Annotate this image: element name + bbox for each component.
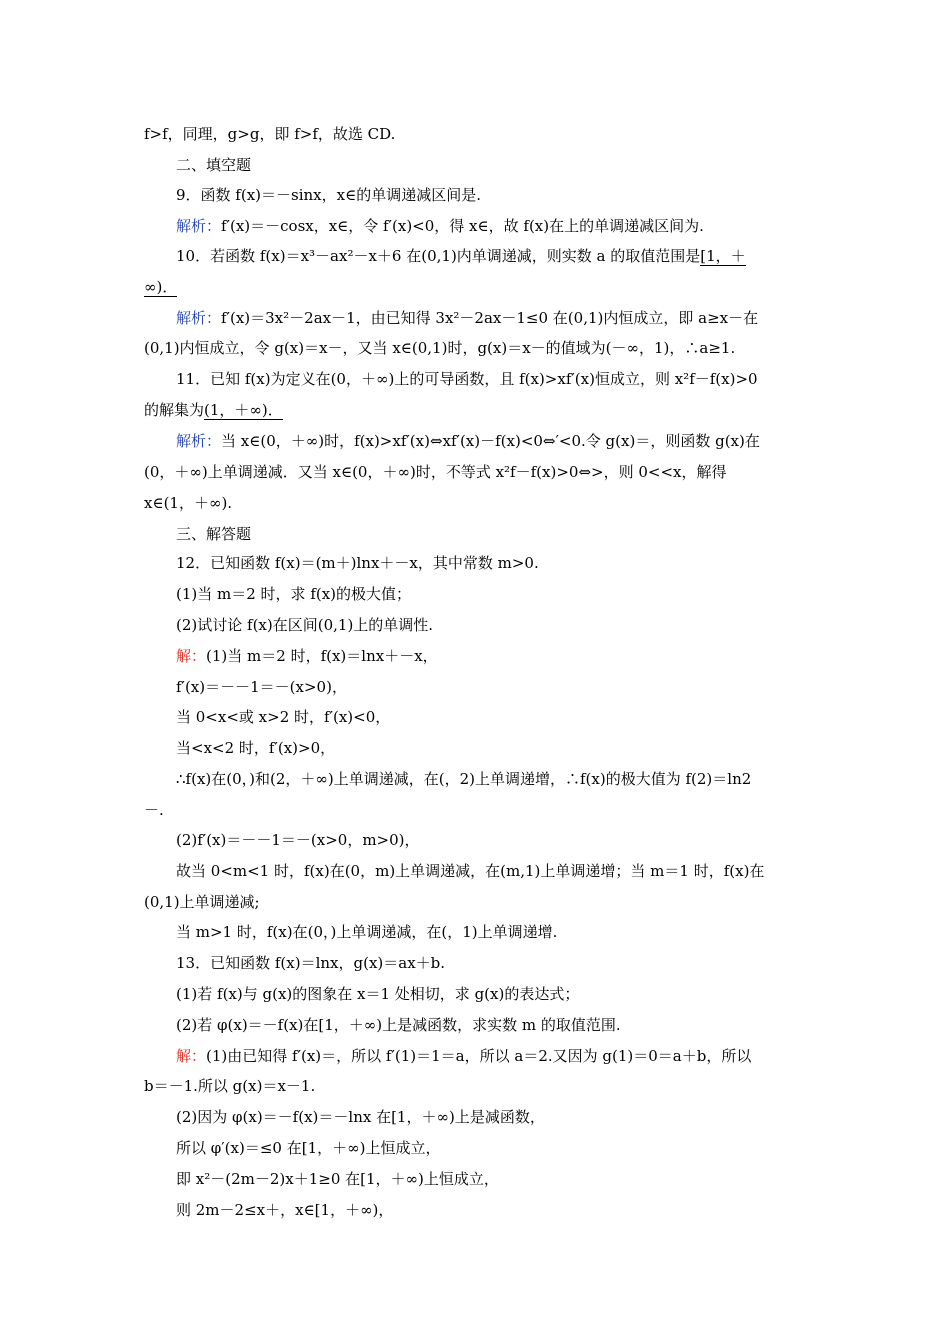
solution-label: 解析： [176,432,222,450]
question-13: 13．已知函数 f(x)＝lnx，g(x)＝ax＋b. [176,954,446,972]
solution-13: 解：(1)由已知得 f′(x)＝，所以 f′(1)＝1＝a，所以 a＝2.又因为 g(1)＝0＝a＋b，所以 [176,1047,752,1065]
question-12: 12．已知函数 f(x)＝(m＋)lnx＋－x，其中常数 m>0. [176,554,539,572]
text-line: 所以 φ′(x)＝≤0 在[1，＋∞)上恒成立， [176,1139,441,1157]
answer-continued [144,277,810,297]
text-line: (2)试讨论 f(x)在区间(0,1)上的单调性. [176,616,434,634]
text-line: (0,1)内恒成立，令 g(x)＝x－，又当 x∈(0,1)时，g(x)＝x－的值域为(－∞，1)，∴a≥1. [144,339,736,357]
text-line: f′(x)＝－－1＝－(x>0)， [176,678,347,696]
text-line: (2)若 φ(x)＝－f(x)在[1，＋∞)上是减函数，求实数 m 的取值范围. [176,1016,621,1034]
solution-label: 解析： [176,217,222,235]
text-line: (2)f′(x)＝－－1＝－(x>0，m>0)， [176,831,420,849]
solution-label: 解析： [176,309,222,327]
text-line: f>f，同理，g>g，即 f>f，故选 CD. [144,125,396,143]
answer-blank: [1，＋ [700,247,746,265]
answer-blank: ∞)． [144,278,178,296]
text-line: 当 0<x<或 x>2 时，f′(x)<0， [176,708,391,726]
text-line: 当 m>1 时，f(x)在(0，)上单调递减，在(，1)上单调递增. [176,923,558,941]
solution-12: 解：(1)当 m＝2 时，f(x)＝lnx＋－x， [176,647,438,665]
question-10: 10．若函数 f(x)＝x³－ax²－x＋6 在(0,1)内单调递减，则实数 a 的取值范围是[1，＋ [176,247,746,265]
text-line: (1)当 m＝2 时，求 f(x)的极大值； [176,585,412,603]
text-line: (2)因为 φ(x)＝－f(x)＝－lnx 在[1，＋∞)上是减函数， [176,1108,545,1126]
section-heading: 三、解答题 [176,525,252,543]
text-line: －. [144,801,164,819]
text-line: 的解集为(1，＋∞)． [144,401,283,419]
text-line: 即 x²－(2m－2)x＋1≥0 在[1，＋∞)上恒成立， [176,1170,499,1188]
solution-10: 解析：f′(x)＝3x²－2ax－1，由已知得 3x²－2ax－1≤0 在(0,1)内恒成立，即 a≥x－在 [176,309,759,327]
question-11: 11．已知 f(x)为定义在(0，＋∞)上的可导函数，且 f(x)>xf′(x)恒成立，则 x²f－f(x)>0 [176,370,758,388]
text-line: 故当 0<m<1 时，f(x)在(0，m)上单调递减，在(m,1)上单调递增；当 m＝1 时，f(x)在 [176,862,765,880]
section-heading: 二、填空题 [176,156,252,174]
text-line: b＝－1.所以 g(x)＝x－1. [144,1077,316,1095]
solution-11: 解析：当 x∈(0，＋∞)时，f(x)>xf′(x)⇔xf′(x)－f(x)<0⇔′<0.令 g(x)＝，则函数 g(x)在 [176,432,760,450]
text-line: 当<x<2 时，f′(x)>0， [176,739,336,757]
answer-blank: (1，＋∞)． [204,401,283,419]
text-line: (0,1)上单调递减; [144,893,260,911]
question-9: 9．函数 f(x)＝－sinx，x∈的单调递减区间是. [176,186,481,204]
text-line: ∴f(x)在(0，)和(2，＋∞)上单调递减，在(，2)上单调递增，∴f(x)的极大值为 f(2)＝ln2 [176,770,752,788]
solution-9: 解析：f′(x)＝－cosx，x∈，令 f′(x)<0，得 x∈，故 f(x)在上的单调递减区间为. [176,217,704,235]
solution-label: 解： [176,1047,207,1065]
text-line: x∈(1，＋∞). [144,494,233,512]
text-line: 则 2m－2≤x＋，x∈[1，＋∞)， [176,1201,394,1219]
solution-label: 解： [176,647,207,665]
text-line: (1)若 f(x)与 g(x)的图象在 x＝1 处相切，求 g(x)的表达式； [176,985,580,1003]
text-line: (0，＋∞)上单调递减．又当 x∈(0，＋∞)时，不等式 x²f－f(x)>0⇔>，则 0<<x，解得 [144,463,727,481]
